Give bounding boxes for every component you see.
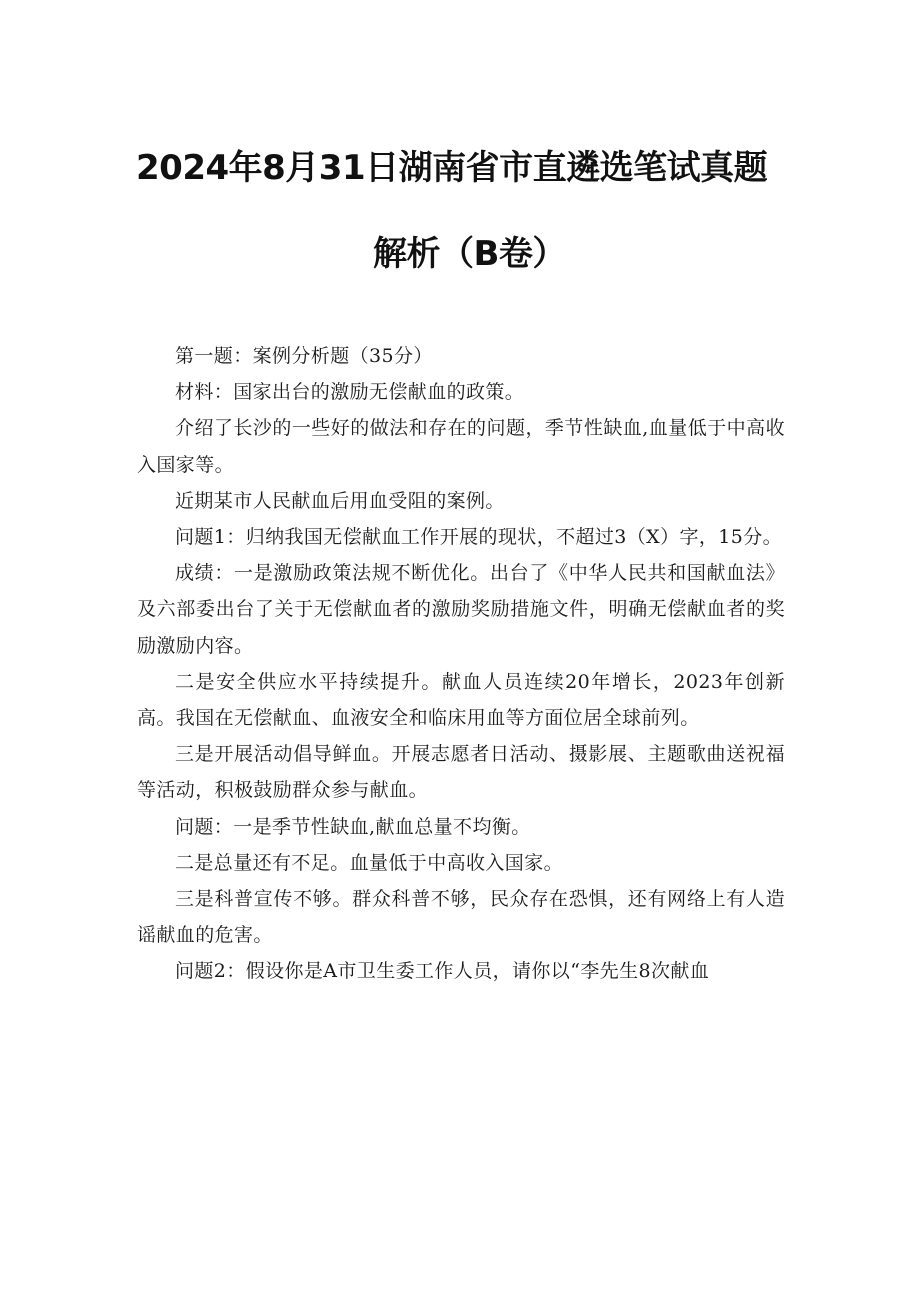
paragraph-question-1: 问题1：归纳我国无偿献血工作开展的现状，不超过3（X）字，15分。: [175, 526, 783, 549]
paragraph-problem-1: 问题：一是季节性缺血,献血总量不均衡。: [175, 815, 531, 838]
paragraph-recent-case: 近期某市人民献血后用血受阻的案例。: [175, 489, 505, 512]
paragraph-material: 材料：国家出台的激励无偿献血的政策。: [175, 381, 525, 404]
paragraph-achievement-1: 成绩：一是激励政策法规不断优化。出台了《中华人民共和国献血法》及六部委出台了关于无偿献血者的激励奖励措施文件，明确无偿献血者的奖励激励内容。: [137, 562, 785, 657]
document-title-line-1: 2024年8月31日湖南省市直遴选笔试真题: [136, 148, 768, 188]
paragraph-problem-3: 三是科普宣传不够。群众科普不够，民众存在恐惧，还有网络上有人造谣献血的危害。: [137, 888, 785, 947]
paragraph-question-1-heading: 第一题：案例分析题（35分）: [175, 345, 433, 367]
document-title-line-2: 解析（B卷）: [373, 234, 566, 274]
paragraph-achievement-2: 二是安全供应水平持续提升。献血人员连续20年增长，2023年创新高。我国在无偿献血、血液安全和临床用血等方面位居全球前列。: [137, 670, 785, 730]
paragraph-problem-2: 二是总量还有不足。血量低于中高收入国家。: [175, 851, 564, 874]
paragraph-question-2: 问题2：假设你是A市卫生委工作人员，请你以“李先生8次献血: [175, 960, 710, 983]
paragraph-changsha-intro: 介绍了长沙的一些好的做法和存在的问题，季节性缺血,血量低于中高收入国家等。: [137, 417, 785, 476]
paragraph-achievement-3: 三是开展活动倡导鲜血。开展志愿者日活动、摄影展、主题歌曲送祝福等活动，积极鼓励群众参与献血。: [137, 743, 785, 802]
document-body: [137, 338, 785, 990]
